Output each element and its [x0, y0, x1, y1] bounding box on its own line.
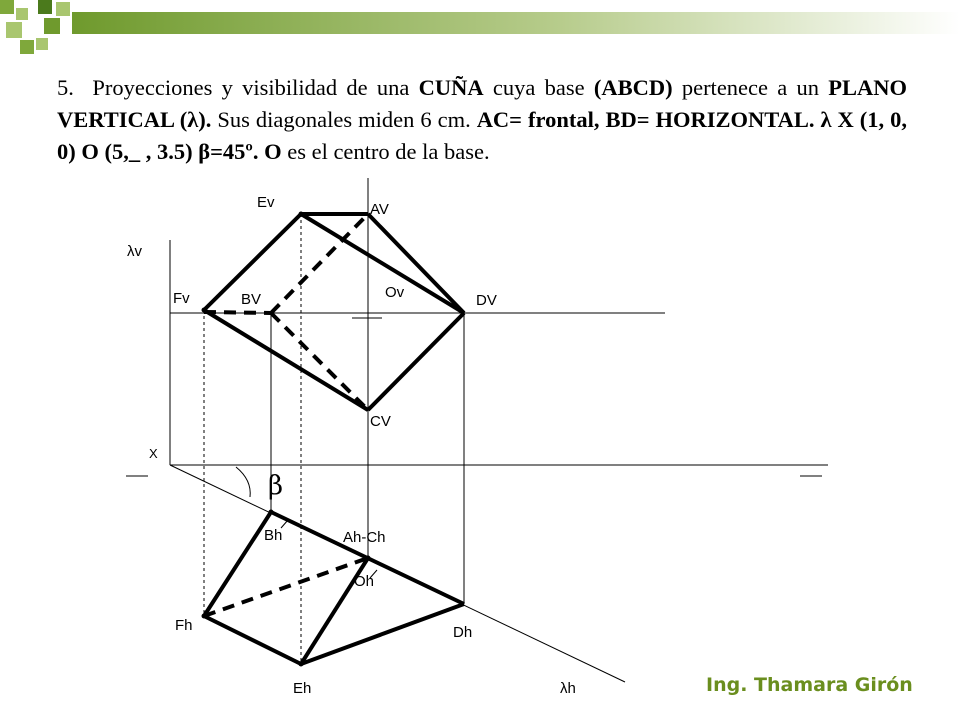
point-ah-ch — [366, 556, 371, 561]
point-bh — [269, 510, 274, 515]
exercise-number: 5. — [57, 75, 74, 100]
label-cv: CV — [370, 413, 391, 430]
label-dv: DV — [476, 292, 497, 309]
point-ev — [299, 212, 304, 217]
statement-bold: (ABCD) — [593, 75, 673, 100]
point-fv — [202, 308, 207, 313]
point-fh — [202, 614, 207, 619]
label-x: X — [149, 446, 158, 461]
label-ev: Ev — [257, 194, 275, 211]
edge-fv-cv — [204, 310, 368, 410]
edge-eh-dh — [301, 604, 464, 664]
edge-fh-bh — [204, 512, 271, 616]
statement-bold: CUÑA — [418, 75, 484, 100]
label-bh: Bh — [264, 527, 283, 544]
author-signature: Ing. Thamara Girón — [706, 674, 913, 696]
label-dh: Dh — [453, 624, 473, 641]
edge-dv-cv — [368, 313, 464, 410]
vertical-projection — [204, 214, 464, 410]
statement-text: Sus diagonales miden 6 cm. — [211, 107, 477, 132]
statement-text: pertenece a un — [672, 75, 829, 100]
hidden-edge-fh-ah — [204, 558, 368, 616]
label-fv: Fv — [173, 290, 190, 307]
label-lambda-v: λv — [127, 243, 142, 260]
point-eh — [299, 662, 304, 667]
horizontal-projection — [204, 512, 464, 664]
label-ah-ch: Ah-Ch — [343, 529, 386, 546]
statement-text: es el centro de la base. — [281, 139, 490, 164]
label-oh: Oh — [354, 573, 375, 590]
label-bv: BV — [241, 291, 262, 308]
label-lambda-h: λh — [560, 680, 576, 697]
label-ov: Ov — [385, 284, 405, 301]
label-fh: Fh — [175, 617, 193, 634]
statement-text: cuya base — [483, 75, 594, 100]
label-av: AV — [370, 201, 389, 218]
label-eh: Eh — [293, 680, 312, 697]
beta-angle-arc — [236, 467, 250, 497]
statement-bold: AC= frontal, BD= HORIZONTAL. λ X (1, 0, 0) O (5,_ , 3.5) β=45º. O — [57, 107, 907, 164]
label-beta: β — [268, 471, 284, 501]
statement-bold: PLANO VERTICAL (λ). — [57, 75, 908, 132]
statement-text: Proyecciones y visibilidad de una — [92, 75, 419, 100]
edge-fh-eh — [204, 616, 301, 664]
